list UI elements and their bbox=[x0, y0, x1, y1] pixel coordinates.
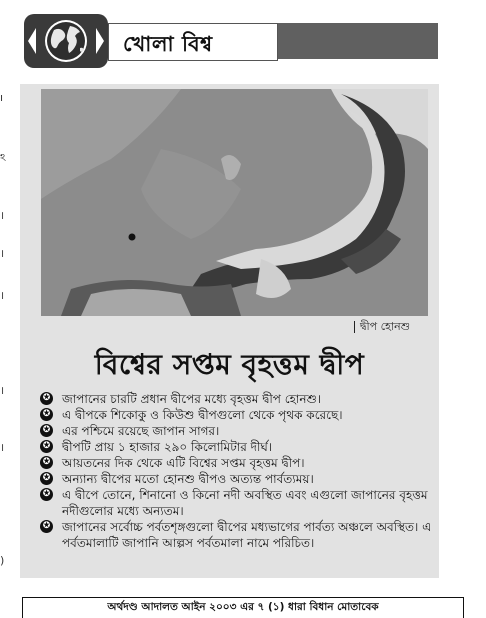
article-title: বিশ্বের সপ্তম বৃহত্তম দ্বীপ bbox=[94, 348, 365, 381]
star-bullet-icon: ✪ bbox=[40, 440, 53, 453]
margin-mark: । bbox=[0, 384, 5, 397]
star-bullet-icon: ✪ bbox=[40, 456, 53, 469]
fact-text: দ্বীপটি প্রায় ১ হাজার ২৯০ কিলোমিটার দীর্ঘ। bbox=[62, 440, 273, 454]
star-bullet-icon: ✪ bbox=[40, 424, 53, 437]
margin-mark: । bbox=[0, 289, 5, 302]
list-item bbox=[40, 487, 440, 519]
list-item bbox=[40, 423, 440, 439]
photo-caption bbox=[354, 318, 410, 337]
list-item bbox=[40, 439, 440, 455]
star-bullet-icon: ✪ bbox=[40, 488, 53, 501]
next-article-box bbox=[22, 597, 464, 618]
fact-text: জাপানের চারটি প্রধান দ্বীপের মধ্যে বৃহত্তম দ্বীপ হোনশু। bbox=[62, 392, 322, 406]
fact-list bbox=[40, 391, 440, 551]
honshu-satellite-photo bbox=[41, 89, 428, 316]
list-item bbox=[40, 407, 440, 423]
fact-text: এ দ্বীপকে শিকোকু ও কিউশু দ্বীপগুলো থেকে পৃথক করেছে। bbox=[62, 408, 343, 422]
globe-icon bbox=[24, 14, 108, 68]
list-item bbox=[40, 455, 440, 471]
list-item bbox=[40, 471, 440, 487]
header-dark-band bbox=[278, 23, 438, 59]
adjacent-column-fragment bbox=[0, 0, 14, 612]
star-bullet-icon: ✪ bbox=[40, 392, 53, 405]
next-article-heading: অর্থদণ্ড আদালত আইন ২০০৩ এর ৭ (১) ধারা বিধান মোতাবেক bbox=[107, 601, 379, 613]
margin-mark: ঽ bbox=[0, 151, 6, 164]
fact-text: জাপানের সর্বোচ্চ পর্বতশৃঙ্গগুলো দ্বীপের মধ্যভাগের পার্বত্য অঞ্চলে অবস্থিত। এ পর্বতমালাটি জাপানি আল্পস পর্বতমালা নামে পরিচিত। bbox=[62, 520, 432, 550]
section-title-box bbox=[108, 23, 278, 61]
list-item bbox=[40, 391, 440, 407]
margin-mark: ) bbox=[0, 554, 5, 567]
star-bullet-icon: ✪ bbox=[40, 408, 53, 421]
margin-mark: । bbox=[0, 209, 5, 222]
list-item bbox=[40, 519, 440, 551]
caption-rule bbox=[354, 321, 355, 333]
section-title: খোলা বিশ্ব bbox=[123, 32, 213, 56]
fact-text: অন্যান্য দ্বীপের মতো হোনশু দ্বীপও অত্যন্ত পার্বত্যময়। bbox=[62, 472, 314, 486]
margin-mark: । bbox=[0, 441, 5, 454]
margin-mark: ı bbox=[0, 91, 4, 104]
caption-text: দ্বীপ হোনশু bbox=[360, 320, 411, 333]
star-bullet-icon: ✪ bbox=[40, 472, 53, 485]
fact-text: এ দ্বীপে তোনে, শিনানো ও কিনো নদী অবস্থিত এবং এগুলো জাপানের বৃহত্তম নদীগুলোর মধ্যে অন্যতম। bbox=[62, 488, 428, 518]
fact-text: আয়তনের দিক থেকে এটি বিশ্বের সপ্তম বৃহত্তম দ্বীপ। bbox=[62, 456, 305, 470]
margin-mark: । bbox=[0, 247, 5, 260]
star-bullet-icon: ✪ bbox=[40, 520, 53, 533]
fact-text: এর পশ্চিমে রয়েছে জাপান সাগর। bbox=[62, 424, 220, 438]
